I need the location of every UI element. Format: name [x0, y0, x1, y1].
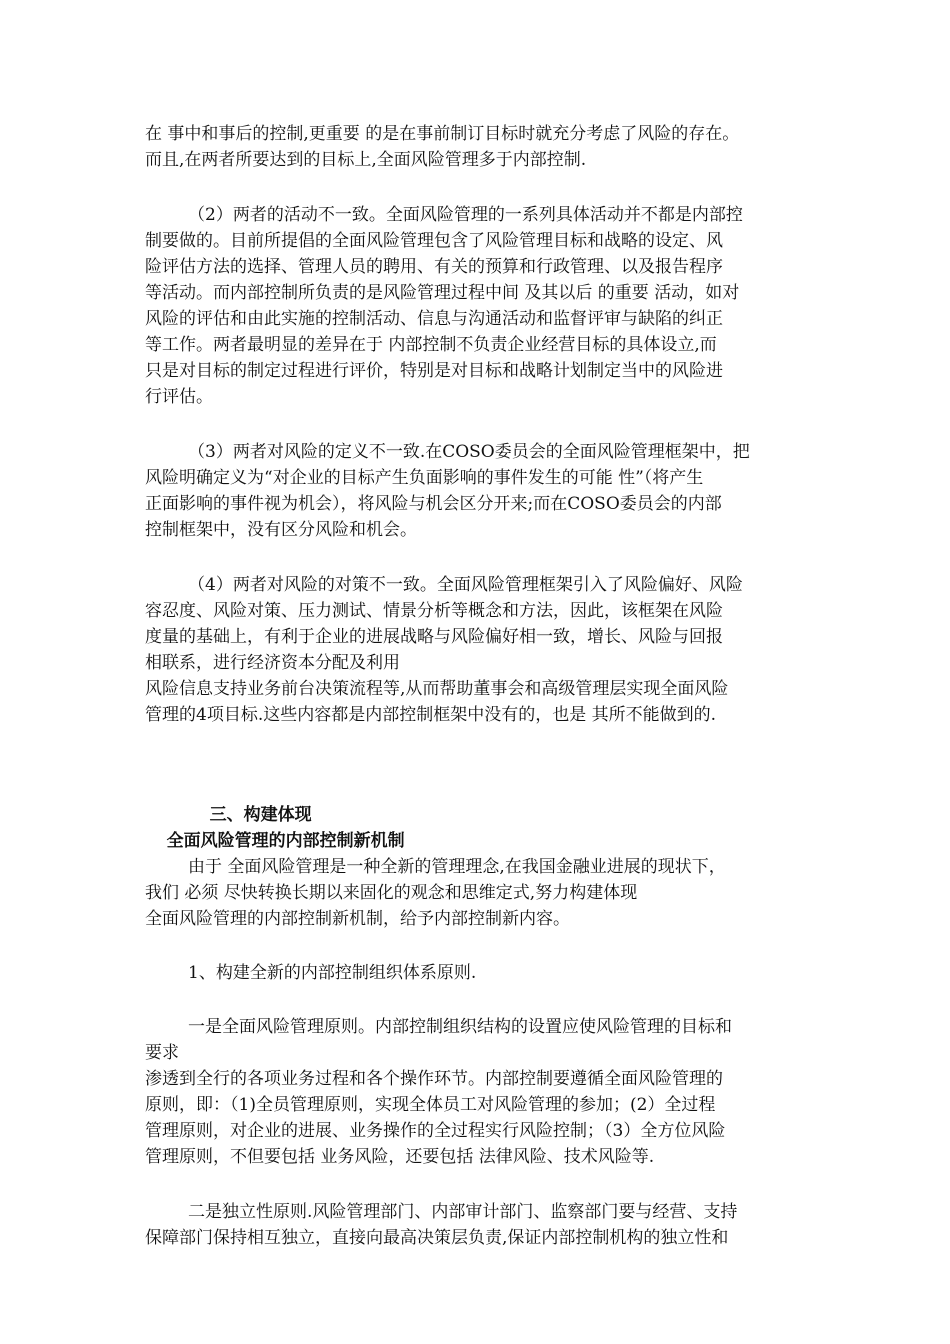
paragraph-5-line: 我们 必须 尽快转换长期以来固化的观念和思维定式,努力构建体现 [145, 883, 638, 903]
paragraph-7-line: 一是全面风险管理原则。内部控制组织结构的设置应使风险管理的目标和 [188, 1017, 732, 1037]
paragraph-2-line: 行评估。 [145, 387, 213, 407]
paragraph-4-line: （4）两者对风险的对策不一致。全面风险管理框架引入了风险偏好、风险 [188, 575, 743, 595]
paragraph-3-line: 正面影响的事件视为机会），将风险与机会区分开来;而在COSO委员会的内部 [145, 494, 722, 514]
paragraph-2-line: 只是对目标的制定过程进行评价，特别是对目标和战略计划制定当中的风险进 [145, 361, 723, 381]
paragraph-3-line: 控制框架中，没有区分风险和机会。 [145, 520, 417, 540]
paragraph-7-line: 原则，即：（1)全员管理原则，实现全体员工对风险管理的参加；(2）全过程 [145, 1095, 716, 1115]
paragraph-8-line: 二是独立性原则.风险管理部门、内部审计部门、监察部门要与经营、支持 [188, 1202, 738, 1222]
paragraph-7-line: 渗透到全行的各项业务过程和各个操作环节。内部控制要遵循全面风险管理的 [145, 1069, 723, 1089]
paragraph-8-line: 保障部门保持相互独立，直接向最高决策层负责,保证内部控制机构的独立性和 [145, 1228, 729, 1248]
paragraph-2-line: 制要做的。目前所提倡的全面风险管理包含了风险管理目标和战略的设定、风 [145, 231, 723, 251]
paragraph-5-line: 全面风险管理的内部控制新机制，给予内部控制新内容。 [145, 909, 570, 929]
paragraph-4-line: 度量的基础上，有利于企业的进展战略与风险偏好相一致，增长、风险与回报 [145, 627, 723, 647]
section-heading-text: 全面风险管理的内部控制新机制 [166, 831, 405, 851]
paragraph-1-line: 而且,在两者所要达到的目标上,全面风险管理多于内部控制. [145, 150, 587, 170]
paragraph-1-line: 在 事中和事后的控制,更重要 的是在事前制订目标时就充分考虑了风险的存在。 [145, 124, 740, 144]
paragraph-7-line: 管理原则，对企业的进展、业务操作的全过程实行风险控制；（3）全方位风险 [145, 1121, 726, 1141]
paragraph-3-line: （3）两者对风险的定义不一致.在COSO委员会的全面风险管理框架中，把 [188, 442, 750, 462]
paragraph-2-line: 险评估方法的选择、管理人员的聘用、有关的预算和行政管理、以及报告程序 [145, 257, 723, 277]
paragraph-4-line: 容忍度、风险对策、压力测试、情景分析等概念和方法，因此，该框架在风险 [145, 601, 723, 621]
paragraph-2-line: 风险的评估和由此实施的控制活动、信息与沟通活动和监督评审与缺陷的纠正 [145, 309, 723, 329]
paragraph-6-line: 1、构建全新的内部控制组织体系原则. [188, 963, 477, 983]
paragraph-4-line: 管理的4项目标.这些内容都是内部控制框架中没有的，也是 其所不能做到的. [145, 705, 717, 725]
paragraph-7-line: 要求 [145, 1043, 179, 1063]
paragraph-4-line: 风险信息支持业务前台决策流程等,从而帮助董事会和高级管理层实现全面风险 [145, 679, 729, 699]
section-heading-number: 三、构建体现 [209, 805, 312, 825]
paragraph-4-line: 相联系，进行经济资本分配及利用 [145, 653, 400, 673]
paragraph-7-line: 管理原则，不但要包括 业务风险，还要包括 法律风险、技术风险等. [145, 1147, 655, 1167]
paragraph-3-line: 风险明确定义为“对企业的目标产生负面影响的事件发生的可能 性”（将产生 [145, 468, 704, 488]
paragraph-5-line: 由于 全面风险管理是一种全新的管理理念,在我国金融业进展的现状下， [188, 857, 726, 877]
paragraph-2-line: （2）两者的活动不一致。全面风险管理的一系列具体活动并不都是内部控 [188, 205, 743, 225]
paragraph-2-line: 等工作。两者最明显的差异在于 内部控制不负责企业经营目标的具体设立,而 [145, 335, 717, 355]
paragraph-2-line: 等活动。而内部控制所负责的是风险管理过程中间 及其以后 的重要 活动，如对 [145, 283, 740, 303]
